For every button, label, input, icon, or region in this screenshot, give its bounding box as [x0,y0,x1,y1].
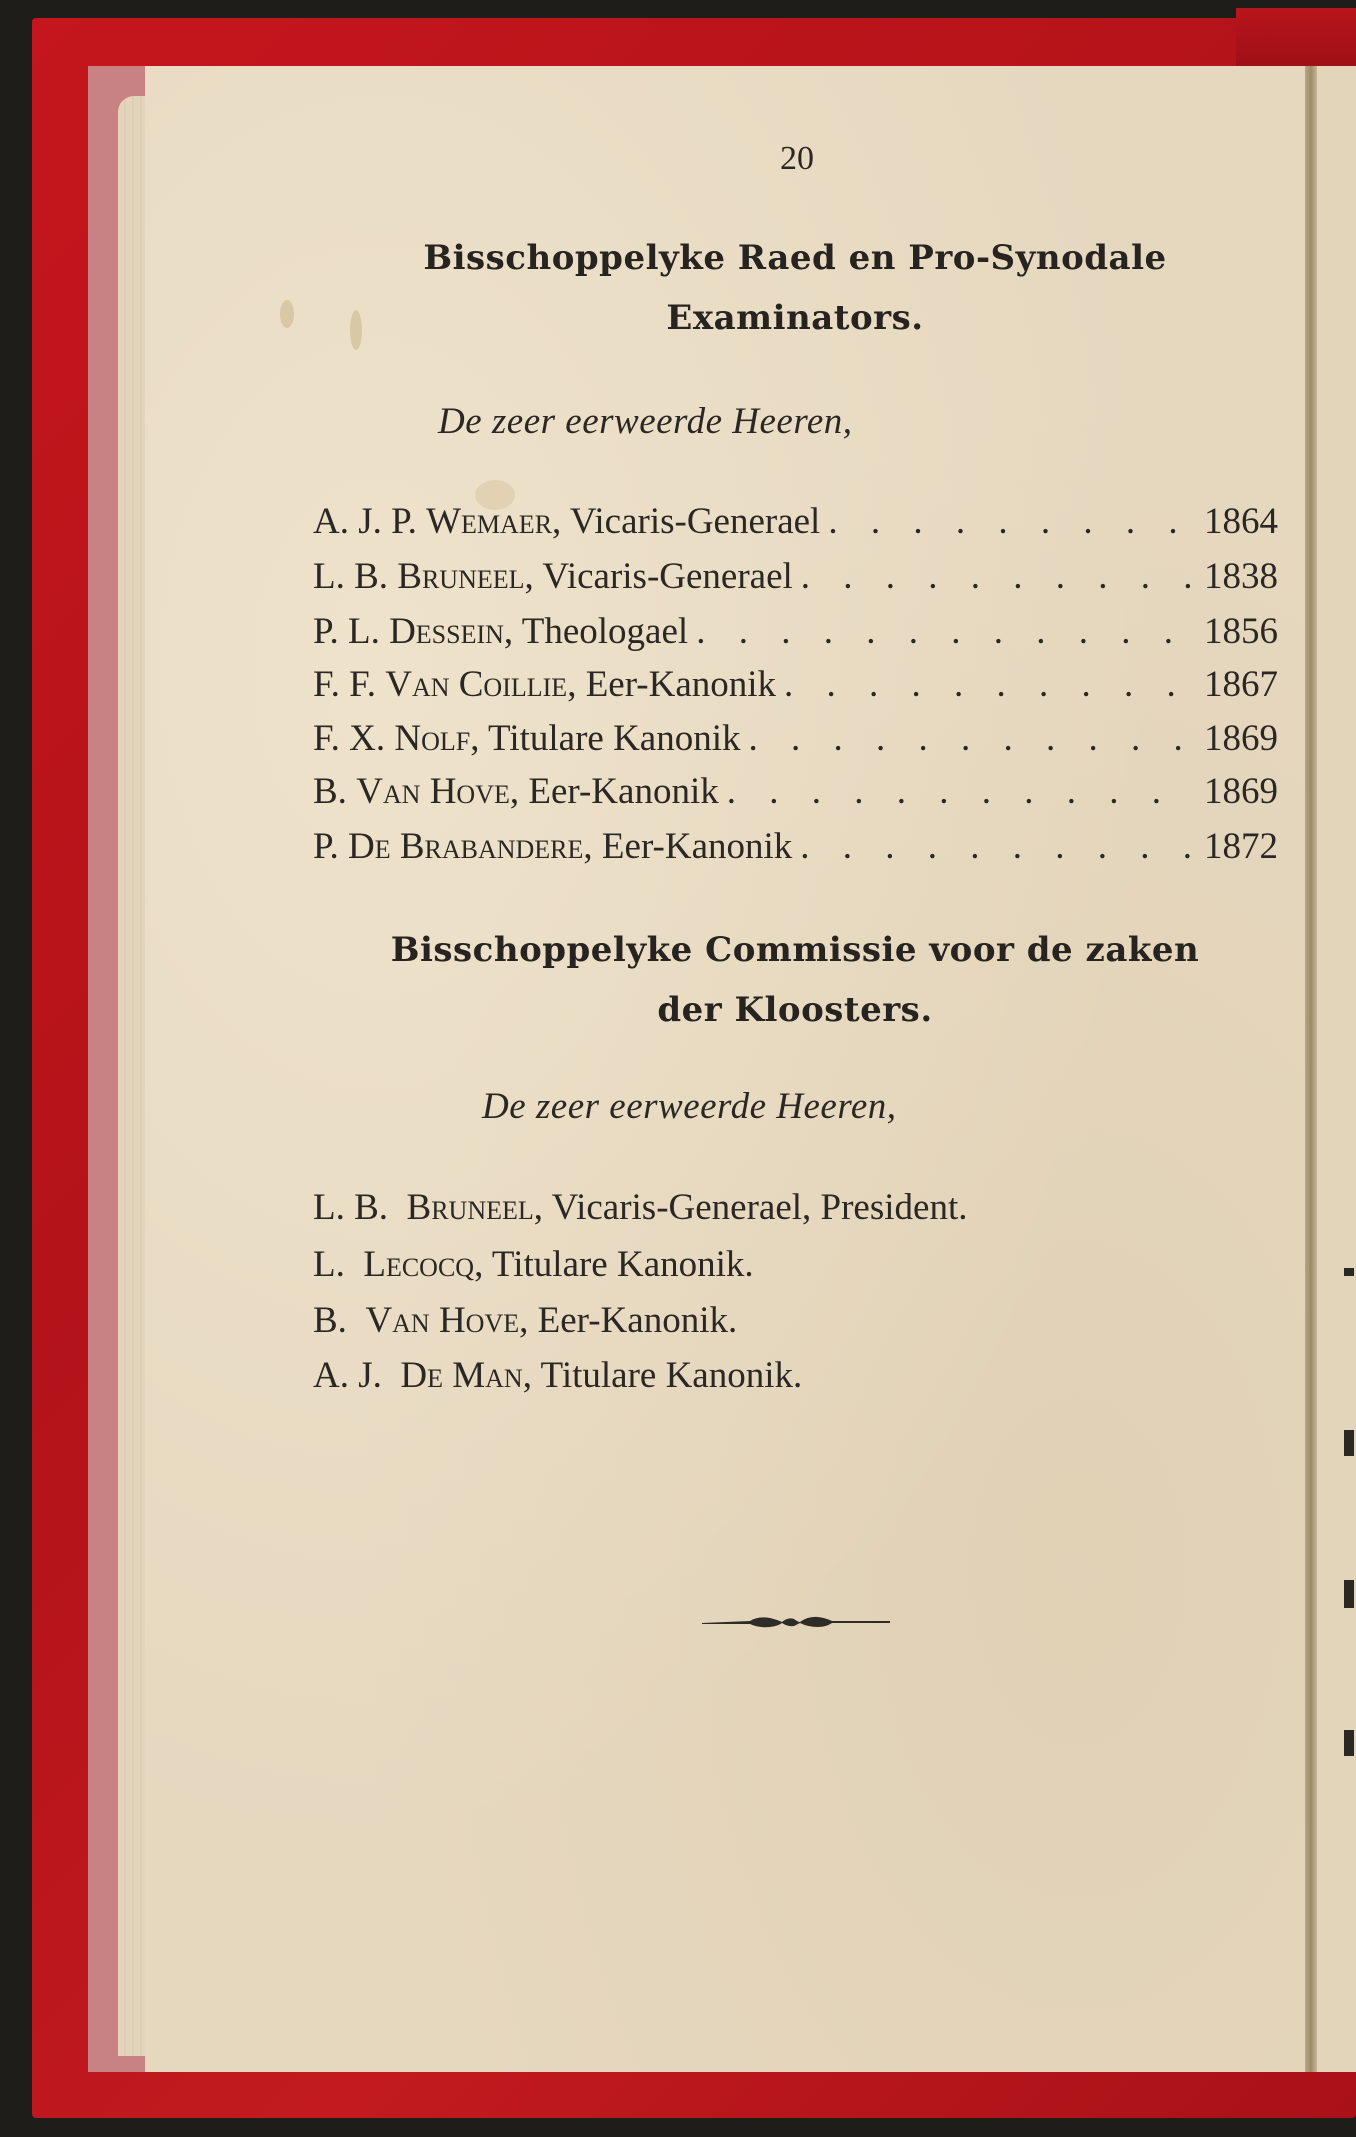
leader-dots [793,555,1194,598]
leader-dots [776,663,1194,706]
list-item [313,500,1278,546]
list-item [313,610,1278,656]
year: 1867 [1204,664,1278,705]
adjacent-page-mark [1344,1730,1354,1756]
year: 1869 [1204,718,1278,759]
surname: Lecocq [363,1244,475,1285]
surname: Wemaer [426,501,553,542]
leader-dots [820,500,1194,543]
role: , Titulare Kanonik. [474,1244,754,1285]
surname: Van Hove [356,771,510,812]
adjacent-page-mark [1344,1268,1354,1276]
section1-heading-line1: Bisschoppelyke Raed en Pro-Synodale [423,238,1167,278]
role: , Eer-Kanonik [567,664,777,705]
role: , Eer-Kanonik [583,826,793,867]
list-item [313,770,1278,816]
initials: F. F. [313,664,376,705]
section1-heading-line2: Examinators. [666,298,924,338]
section2-heading-line1: Bisschoppelyke Commissie voor de zaken [390,930,1200,970]
year: 1872 [1204,826,1278,867]
page-gutter-shadow [1305,66,1317,2072]
role: , Vicaris-Generael, President. [533,1187,968,1228]
year: 1838 [1204,556,1278,597]
initials: B. [313,1300,357,1341]
adjacent-page-edge [1317,66,1356,2072]
adjacent-page-mark [1344,1430,1354,1456]
leader-dots [688,610,1194,653]
role: , Eer-Kanonik [509,771,719,812]
leader-dots [719,770,1194,813]
initials: L. B. [313,1187,398,1228]
leader-dots [741,717,1195,760]
role: , Vicaris-Generael [552,501,821,542]
surname: Nolf [394,718,471,759]
section2-subtitle: De zeer eerweerde Heeren, [482,1086,897,1127]
section1-subtitle: De zeer eerweerde Heeren, [438,401,853,442]
role: , Titulare Kanonik [470,718,741,759]
list-item [313,1186,968,1229]
year: 1869 [1204,771,1278,812]
initials: F. X. [313,718,386,759]
list-item [313,1299,737,1342]
surname: Van Coillie [385,664,568,705]
surname: Bruneel [397,556,525,597]
cover-spine-edge [1236,8,1356,66]
year: 1864 [1204,501,1278,542]
page-number: 20 [780,140,814,177]
initials: P. L. [313,611,380,652]
book-page [145,66,1310,2072]
list-item [313,663,1278,709]
adjacent-page-mark [1344,1580,1354,1608]
ornament-rule-icon [700,1610,892,1634]
surname: De Brabandere [347,826,584,867]
surname: Van Hove [365,1300,520,1341]
initials: A. J. P. [313,501,417,542]
surname: Dessein [389,611,504,652]
role: , Theologael [503,611,689,652]
initials: P. [313,826,339,867]
initials: L. [313,1244,355,1285]
surname: De Man [400,1355,523,1396]
role: , Titulare Kanonik. [522,1355,803,1396]
list-item [313,1354,802,1397]
list-item [313,717,1278,763]
initials: L. B. [313,556,389,597]
initials: B. [313,771,347,812]
year: 1856 [1204,611,1278,652]
list-item [313,1243,754,1286]
initials: A. J. [313,1355,392,1396]
role: , Eer-Kanonik. [519,1300,738,1341]
surname: Bruneel [406,1187,534,1228]
list-item [313,825,1278,871]
role: , Vicaris-Generael [524,556,793,597]
section2-heading-line2: der Kloosters. [657,990,933,1030]
leader-dots [792,825,1194,868]
list-item [313,555,1278,601]
